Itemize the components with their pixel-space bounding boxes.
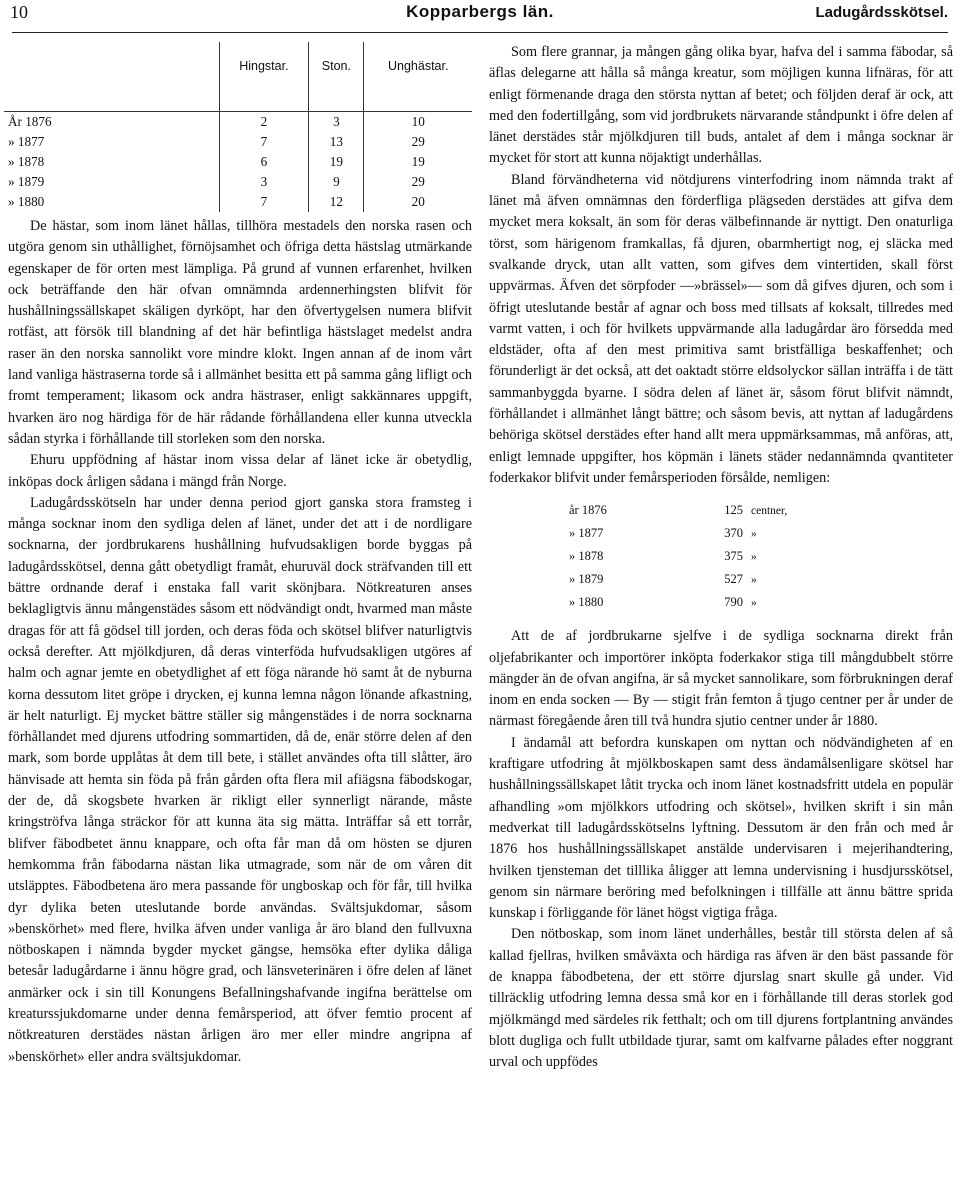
list-item-label: » 1878 (569, 549, 604, 564)
list-item-value: 370 (724, 526, 743, 541)
list-item-unit: centner, (751, 505, 788, 518)
list-item-unit: » (751, 597, 757, 610)
paragraph: Bland förvändheterna vid nötdjurens vinterfodring inom nämnda trakt af länet må äfven omnämnas den förderfliga plägseden derstädes att gifva dem mycket mera koksalt, än som för deras välbefinnande är nyttigt. Den onaturliga törst, som härigenom framkallas, få djuren, obarmhertigt nog, ej släcka med svalkande dryck, utan allt vatten, som gifves dem vintertiden, skall först uppvärmas. Äfven det sörpfoder —»brässel»— som då gifves djuren, och som i öfrigt uteslutande består af agnar och boss med tillsats af koksalt, tillredes med varmt vatten, i och för hvilkets uppvärmande alla ladugårdar äro försedda med eldstäder, ofta af den mest primitiva samt bristfälliga beskaffenhet; och förunderligt är det också, att det oaktadt större eldsolyckor sällan inträffa i de tätt sammanbyggda byarne. I södra delen af länet är, såsom förut blifvit nämndt, förhållandet i allmänhet långt bättre; och såsom bevis, att nyttan af ladugårdens behöriga skötsel derstädes efter hand allt mera uppmärksammas, må anföras, att, enligt lemnade uppgifter, hos köpmän i länets städer nedannämnda qvantiteter foderkakor blifvit under femårsperioden försålde, nemligen: (489, 171, 953, 486)
horse-table (4, 42, 472, 212)
table-cell: 10 (364, 112, 472, 133)
row-label: År 1876 (8, 114, 52, 129)
list-item-unit: » (751, 574, 757, 587)
left-column (8, 42, 472, 1068)
feedcake-list (569, 499, 953, 614)
table-row (4, 152, 472, 172)
table-cell: 12 (309, 192, 364, 212)
table-cell: 7 (219, 192, 309, 212)
list-item-label: år 1876 (569, 503, 607, 518)
running-title: Kopparbergs län. (406, 2, 554, 21)
row-label: » 1878 (8, 154, 45, 169)
list-item (569, 522, 953, 545)
list-item (569, 568, 953, 591)
list-item (569, 499, 953, 522)
table-row (4, 192, 472, 212)
list-item (569, 591, 953, 614)
table-row (4, 172, 472, 192)
table-row (4, 132, 472, 152)
list-item-value: 790 (724, 595, 743, 610)
header-rule (12, 32, 948, 33)
table-corner (4, 42, 219, 112)
list-item-value: 125 (724, 503, 743, 518)
list-item-unit: » (751, 551, 757, 564)
right-column (489, 42, 953, 1073)
list-item (569, 545, 953, 568)
list-item-label: » 1880 (569, 595, 604, 610)
table-cell: 3 (219, 172, 309, 192)
table-cell: 2 (219, 112, 309, 133)
paragraph: I ändamål att befordra kunskapen om nyttan och nödvändigheten af en kraftigare utfodring åt mjölkboskapen samt dess ändamålsenligare skötsel har hushållningssällskapet låtit trycka och inom länet kostnadsfritt utdela en populär afhandling »om mjölkkors utfodring och skötsel», hvilken skrift i sin mån medverkat till ladugårdsskötselns lyftning. Dessutom är den från och med år 1876 hos hushållningssällskapet anstälde undervisaren i mejerihandtering, hvilken tjensteman det tilllika åligger att lemna undervisning i husdjursskötsel, genom sin närmare beröring med befolkningen i tillfälle att ännu bättre sprida kunskap i förliggande för länet högst vigtiga fråga. (489, 734, 953, 922)
table-cell: 13 (309, 132, 364, 152)
list-item-unit: » (751, 528, 757, 541)
row-label: » 1880 (8, 194, 45, 209)
col-header: Hingstar. (219, 42, 309, 112)
paragraph: Att de af jordbrukarne sjelfve i de sydliga socknarna direkt från oljefabrikanter och importörer inköpta foderkakor stiga till mångdubbelt större mängder än de ofvan angifna, är så mycket sannolikare, som förbrukningen deraf inom en enda socken — By — stigit från femton å tjugo centner per år under de närmast föregående åren till två hundra sjutio centner under år 1880. (489, 628, 953, 730)
table-cell: 7 (219, 132, 309, 152)
table-cell: 29 (364, 172, 472, 192)
table-row (4, 112, 472, 133)
paragraph: Ladugårdsskötseln har under denna period gjort ganska stora framsteg i många socknar inom den sydliga delen af länet, under det att i de nordligare socknarna, der jordbrukarens hushållning hufvudsakligen borde byggas på ladugårdsskötsel, denna gått obetydligt framåt, ehuruväl dock sträfvanden till ett bättre ordnande deraf i enstaka fall varit skönjbara. Nötkreaturen anses beklagligtvis ännu mångenstädes såsom ett nödvändigt ondt, hvarmed man måste dragas för att få gödsel till jorden, och deras föda och skötsel blifver naturligtvis också derefter. Att mjölkdjuren, då deras vinterföda hufvudsakligen utgöres af halm och agnar jemte en obetydlighet af ett föga närande hö samt åt de nyburna korna dessutom litet gröpe i drycken, ej kunna lemna någon lönande afkastning, är helt naturligt. Ej mycket bättre ställer sig mångenstädes i de norra socknarna förhållandet med djurens utfodring sommartiden, då de, enär större delen af den mark, som borde upplåtas åt dem till bete, i stället användes ofta till slåtter, äro hänvisade att hemta sin föda på från gården ofta flera mil afiägsna fäbodskogar, der de, då skogsbete hvarken är rikligt eller synnerligt närande, måste kringströfva långa sträckor för att kunna äta sig mätta. Inträffar så ett torrår, blifver fäbodbetet ännu knappare, och ofta får man då om hösten se djuren hemkomma från fäbodarna nästan lika utmagrade, som när de om våren dit utsläpptes. Fäbodbetena äro mera passande för ungboskap och för får, till hvilka dyr dylika beten uteslutande borde användas. Svältsjukdomar, såsom »benskörhet» med flere, hvilka äfven under vanliga år äro bland den fullvuxna nötboskapen i nämnda bygder mycket gängse, hemsöka efter dylika dåliga betesår ladugårdarne i ännu högre grad, och länsveterinären i öfre delen af länet anmärker ock i sin till Konungens Befallningshafvande ingifna berättelse om kreaturssjukdomarne under denna femårsperiod, att öfver femtio procent af nötkreaturen derstädes nästan årligen äro mer eller mindre angripna af »benskörhet» eller andra svältsjukdomar. (8, 494, 472, 1065)
list-item-value: 527 (724, 572, 743, 587)
table-cell: 9 (309, 172, 364, 192)
row-label: » 1877 (8, 134, 45, 149)
table-cell: 6 (219, 152, 309, 172)
page-number: 10 (10, 2, 28, 22)
list-item-label: » 1879 (569, 572, 604, 587)
table-cell: 3 (309, 112, 364, 133)
list-item-value: 375 (724, 549, 743, 564)
list-item-label: » 1877 (569, 526, 604, 541)
row-label: » 1879 (8, 174, 45, 189)
table-cell: 29 (364, 132, 472, 152)
paragraph: Ehuru uppfödning af hästar inom vissa delar af länet icke är obetydlig, inköpas dock årligen sådana i mängd från Norge. (8, 452, 472, 490)
table-cell: 20 (364, 192, 472, 212)
table-cell: 19 (364, 152, 472, 172)
paragraph: Som flere grannar, ja mången gång olika byar, hafva del i samma fäbodar, så äflas delegarne att hålla så många kreatur, som möjligen kunna lifnäras, för att enligt förmenande draga den största nyttan af betet; och följden deraf är ock, att med den fodertillgång, som vid jordbrukets närvarande ståndpunkt i öfre delen af länet derstädes står mjölkdjuren till buds, antalet af dem i många socknar är mycket för stort att kunna nöjaktigt underhållas. (489, 44, 953, 167)
table-cell: 19 (309, 152, 364, 172)
section-title: Ladugårdsskötsel. (815, 4, 948, 21)
col-header: Unghästar. (364, 42, 472, 112)
paragraph: De hästar, som inom länet hållas, tillhöra mestadels den norska rasen och utgöra genom sin uthållighet, förnöjsamhet och öfriga detta hästslag utmärkande egenskaper de för orten mest lämpliga. På grund af vunnen erfarenhet, hvilken ock beträffande den här ofvan omnämnda ardennerhingsten blifvit för hushållningssällskapet skäligen dyrköpt, har den öfvertygelsen numera blifvit rotfäst, att försök till blandning af det här befintliga hästslaget medelst andra raser än den norska sannolikt vore mindre klokt. Ingen annan af de inom vårt land vanliga hästraserna torde så i allmänhet besitta ett på samma gång lifligt och fromt temperament; likasom ock andra hästraser, enligt sakkännares uppgift, hvarken äro nog härdiga för de här rådande förhållandena eller kunna utveckla sådan styrka i förhållande till storleken som den norska. (8, 218, 472, 447)
col-header: Ston. (309, 42, 364, 112)
paragraph: Den nötboskap, som inom länet underhålles, består till största delen af så kallad fjellras, hvilken småväxta och härdiga ras äfven är den bäst passande för de knappa fäbodbetena, der ett större djurslag snart skulle gå under. Vid tillräcklig utfodring lemna dessa små kor en i förhållande till deras storlek god mjölkmängd med särdeles rik fetthalt; och om till djurens fortplantning användes blott dugliga och fullt utbildade tjurar, samt om kalfvarne pålades efter noggrant urval och uppfödes (489, 926, 953, 1071)
